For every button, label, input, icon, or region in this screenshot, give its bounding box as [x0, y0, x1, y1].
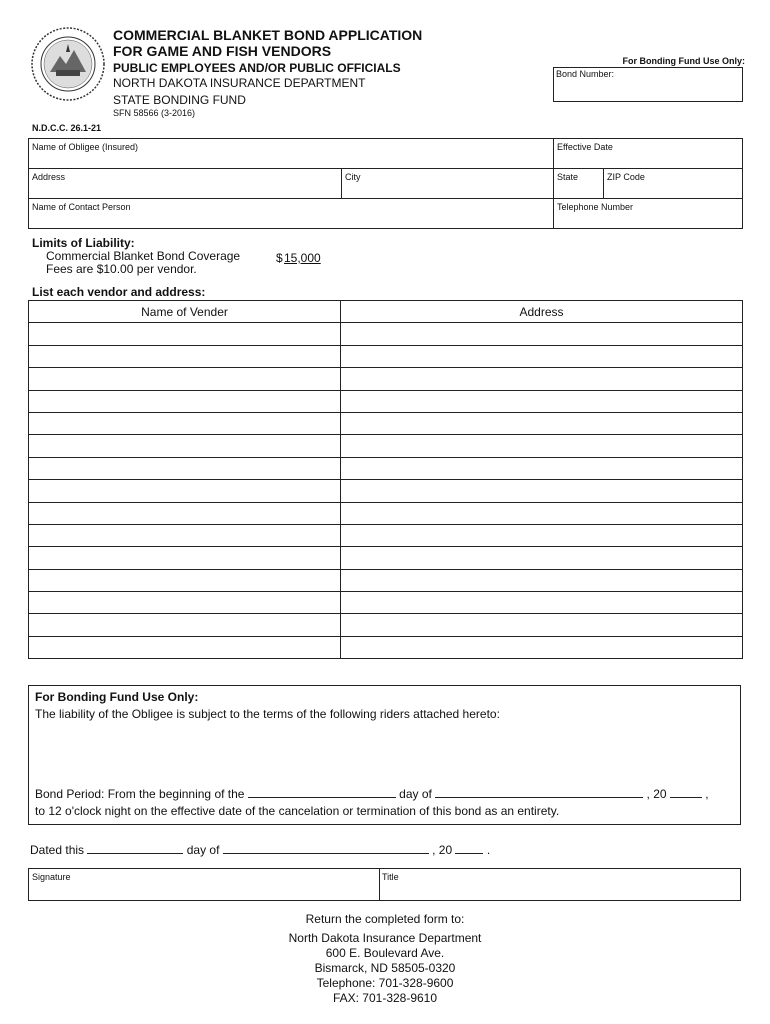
- vendor-row: [29, 413, 742, 435]
- zip-field[interactable]: [603, 169, 742, 198]
- bond-period-day-of: day of: [399, 787, 432, 801]
- bond-number-label: Bond Number:: [556, 69, 615, 79]
- statute-reference: N.D.C.C. 26.1-21: [32, 123, 102, 133]
- vendor-name-cell[interactable]: [29, 346, 341, 367]
- riders-text: The liability of the Obligee is subject to the terms of the following riders attached hereto:: [35, 707, 500, 721]
- vendor-list-heading: List each vendor and address:: [32, 285, 206, 299]
- vendor-name-cell[interactable]: [29, 435, 341, 456]
- signature-box: [28, 868, 741, 901]
- vendor-row: [29, 547, 742, 569]
- state-label: State: [557, 172, 579, 182]
- fund-use-box: [28, 685, 741, 825]
- dated-day-field[interactable]: [87, 843, 183, 854]
- vendor-name-header: Name of Vender: [29, 301, 341, 322]
- limits-section: [32, 237, 240, 276]
- form-title-line1: COMMERCIAL BLANKET BOND APPLICATION: [113, 27, 423, 43]
- vendor-address-cell[interactable]: [341, 368, 742, 389]
- vendor-address-cell[interactable]: [341, 391, 742, 412]
- bond-number-field[interactable]: [553, 67, 743, 102]
- form-subtitle: PUBLIC EMPLOYEES AND/OR PUBLIC OFFICIALS: [113, 61, 401, 75]
- vendor-table-header: [29, 301, 742, 323]
- vendor-address-cell[interactable]: [341, 525, 742, 546]
- vendor-row: [29, 525, 742, 547]
- address-field[interactable]: [29, 169, 341, 198]
- vendor-address-cell[interactable]: [341, 570, 742, 591]
- dated-month-field[interactable]: [223, 843, 429, 854]
- return-line3: 600 E. Boulevard Ave.: [325, 946, 445, 960]
- obligee-field[interactable]: [29, 139, 553, 168]
- return-line4: Bismarck, ND 58505-0320: [314, 961, 456, 975]
- vendor-address-cell[interactable]: [341, 614, 742, 635]
- vendor-address-cell[interactable]: [341, 435, 742, 456]
- address-row: [29, 169, 742, 199]
- fund-name: STATE BONDING FUND: [113, 93, 246, 107]
- vendor-row: [29, 458, 742, 480]
- return-line1: Return the completed form to:: [305, 912, 465, 926]
- telephone-label: Telephone Number: [557, 202, 634, 212]
- signature-field[interactable]: [29, 869, 380, 900]
- vendor-address-cell[interactable]: [341, 413, 742, 434]
- city-label: City: [345, 172, 361, 182]
- vendor-name-cell[interactable]: [29, 525, 341, 546]
- vendor-row: [29, 592, 742, 614]
- dated-line: [30, 843, 490, 857]
- vendor-row: [29, 368, 742, 390]
- contact-field[interactable]: [29, 199, 553, 228]
- vendor-address-cell[interactable]: [341, 547, 742, 568]
- bond-period-day-field[interactable]: [248, 787, 396, 798]
- city-field[interactable]: [341, 169, 554, 198]
- vendor-address-cell[interactable]: [341, 637, 742, 658]
- return-line2: North Dakota Insurance Department: [288, 931, 482, 945]
- state-field[interactable]: [553, 169, 604, 198]
- vendor-address-cell[interactable]: [341, 503, 742, 524]
- vendor-address-cell[interactable]: [341, 346, 742, 367]
- vendor-name-cell[interactable]: [29, 391, 341, 412]
- vendor-name-cell[interactable]: [29, 458, 341, 479]
- vendor-name-cell[interactable]: [29, 503, 341, 524]
- bond-period-prefix: Bond Period: From the beginning of the: [35, 787, 245, 801]
- return-address: [0, 912, 770, 1006]
- title-label: Title: [382, 872, 399, 882]
- vendor-name-cell[interactable]: [29, 614, 341, 635]
- coverage-label: Commercial Blanket Bond Coverage: [46, 249, 241, 263]
- coverage-dollar-sign: $: [276, 251, 283, 265]
- vendor-row: [29, 346, 742, 368]
- vendor-name-cell[interactable]: [29, 413, 341, 434]
- vendor-address-header: Address: [519, 305, 564, 319]
- dated-period: .: [486, 843, 491, 857]
- effective-date-field[interactable]: [553, 139, 742, 168]
- vendor-address-cell[interactable]: [341, 323, 742, 344]
- vendor-row: [29, 435, 742, 457]
- contact-label: Name of Contact Person: [32, 202, 131, 212]
- bond-period-line: [35, 787, 709, 801]
- bond-period-year-prefix: , 20: [646, 787, 667, 801]
- dated-year-prefix: , 20: [432, 843, 453, 857]
- vendor-name-cell[interactable]: [29, 637, 341, 658]
- bond-period-month-field[interactable]: [435, 787, 643, 798]
- bond-period-line2: to 12 o'clock night on the effective date of the cancelation or termination of this bond as an entirety.: [35, 804, 560, 818]
- title-field[interactable]: [379, 869, 740, 900]
- dated-prefix: Dated this: [30, 843, 85, 857]
- return-line5: Telephone: 701-328-9600: [316, 976, 454, 990]
- fund-use-heading: For Bonding Fund Use Only:: [35, 690, 199, 704]
- contact-row: [29, 199, 742, 229]
- vendor-table: [28, 300, 743, 659]
- office-use-heading: For Bonding Fund Use Only:: [622, 56, 745, 66]
- vendor-name-cell[interactable]: [29, 570, 341, 591]
- address-label: Address: [32, 172, 66, 182]
- fees-text: Fees are $10.00 per vendor.: [46, 262, 197, 276]
- coverage-amount: 15,000: [284, 251, 321, 265]
- zip-label: ZIP Code: [607, 172, 645, 182]
- form-number: SFN 58566 (3-2016): [113, 108, 196, 118]
- obligee-label: Name of Obligee (Insured): [32, 142, 139, 152]
- vendor-row: [29, 391, 742, 413]
- bond-period-comma: ,: [705, 787, 709, 801]
- vendor-name-cell[interactable]: [29, 547, 341, 568]
- vendor-name-cell[interactable]: [29, 323, 341, 344]
- vendor-row: [29, 480, 742, 502]
- department-name: NORTH DAKOTA INSURANCE DEPARTMENT: [113, 76, 366, 90]
- vendor-row: [29, 637, 742, 659]
- form-title-line2: FOR GAME AND FISH VENDORS: [113, 43, 332, 59]
- vendor-row: [29, 323, 742, 345]
- vendor-row: [29, 614, 742, 636]
- vendor-address-cell[interactable]: [341, 458, 742, 479]
- dated-year-field[interactable]: [455, 843, 483, 854]
- applicant-info-grid: [28, 138, 743, 229]
- vendor-name-cell[interactable]: [29, 480, 341, 501]
- vendor-row: [29, 570, 742, 592]
- vendor-address-cell[interactable]: [341, 592, 742, 613]
- vendor-row: [29, 503, 742, 525]
- limits-heading: Limits of Liability:: [32, 236, 135, 250]
- dated-day-of: day of: [186, 843, 220, 857]
- telephone-field[interactable]: [553, 199, 742, 228]
- effective-date-label: Effective Date: [557, 142, 613, 152]
- vendor-name-cell[interactable]: [29, 592, 341, 613]
- bond-period-year-field[interactable]: [670, 787, 702, 798]
- obligee-row: [29, 139, 742, 169]
- return-line6: FAX: 701-328-9610: [332, 991, 438, 1005]
- vendor-name-cell[interactable]: [29, 368, 341, 389]
- vendor-address-cell[interactable]: [341, 480, 742, 501]
- state-seal-logo: [30, 26, 106, 102]
- signature-label: Signature: [32, 872, 71, 882]
